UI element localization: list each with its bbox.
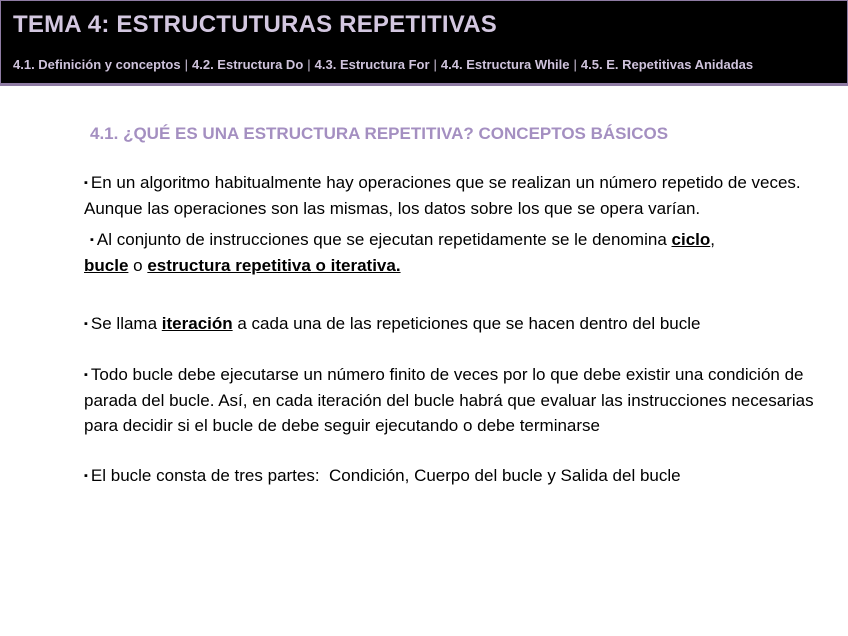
nav-item-4-4[interactable]: 4.4. Estructura While: [440, 57, 570, 72]
nav-separator: |: [573, 57, 577, 72]
slide-header: [0, 0, 848, 86]
keyword-estructura-repetitiva: estructura repetitiva o iterativa.: [147, 256, 401, 275]
bullet-item: [84, 227, 814, 278]
bullet-text: a cada una de las repeticiones que se hacen dentro del bucle: [237, 314, 701, 333]
section-nav: [13, 57, 753, 72]
comma: ,: [710, 230, 715, 249]
bullet-marker-icon: ▪: [84, 470, 88, 482]
bullet-text: Se llama: [90, 314, 158, 333]
keyword-ciclo: ciclo: [671, 230, 711, 249]
bullet-text: Al conjunto de instrucciones que se ejecutan repetidamente se le denomina: [96, 230, 667, 249]
bullet-text: Todo bucle debe ejecutarse un número finito de veces por lo que debe existir una condición de parada del bucle. Así, en cada iteración del bucle habrá que evaluar las instrucciones necesarias para decidir si el bucle de debe seguir ejecutando o debe terminarse: [84, 365, 814, 435]
section-heading: 4.1. ¿QUÉ ES UNA ESTRUCTURA REPETITIVA? CONCEPTOS BÁSICOS: [90, 124, 669, 143]
connector-text: o: [133, 256, 143, 275]
nav-item-4-3[interactable]: 4.3. Estructura For: [314, 57, 430, 72]
bullet-text: En un algoritmo habitualmente hay operaciones que se realizan un número repetido de veces. Aunque las operaciones son las mismas, los datos sobre los que se opera varían.: [84, 173, 801, 218]
bullet-marker-icon: ▪: [84, 177, 88, 189]
nav-separator: |: [184, 57, 188, 72]
keyword-bucle: bucle: [84, 256, 129, 275]
bullet-marker-icon: ▪: [84, 369, 88, 381]
bullet-item: [84, 362, 814, 438]
bullet-item: [84, 311, 814, 337]
keyword-iteracion: iteración: [161, 314, 233, 333]
bullet-item: [84, 170, 814, 221]
nav-item-4-1[interactable]: 4.1. Definición y conceptos: [13, 57, 181, 72]
bullet-text: El bucle consta de tres partes: Condición, Cuerpo del bucle y Salida del bucle: [90, 466, 681, 485]
nav-separator: |: [433, 57, 437, 72]
nav-item-4-2[interactable]: 4.2. Estructura Do: [192, 57, 304, 72]
bullet-marker-icon: ▪: [84, 318, 88, 330]
nav-separator: |: [307, 57, 311, 72]
bullet-item: [84, 463, 814, 489]
slide-body: [84, 170, 814, 489]
bullet-marker-icon: ▪: [90, 234, 94, 246]
nav-item-4-5[interactable]: 4.5. E. Repetitivas Anidadas: [580, 57, 754, 72]
slide-title: TEMA 4: ESTRUCTUTURAS REPETITIVAS: [13, 11, 497, 38]
